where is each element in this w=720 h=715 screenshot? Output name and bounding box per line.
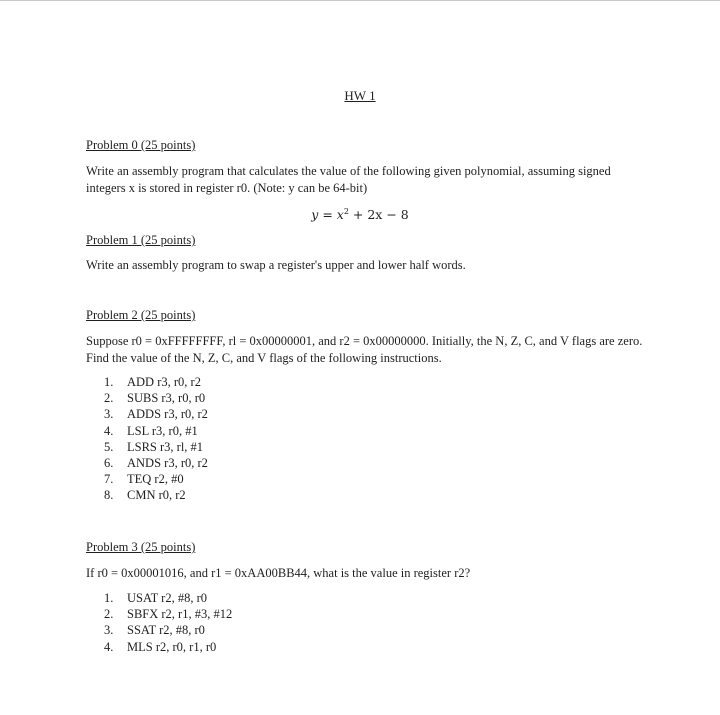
problem-3-heading: Problem 3 (25 points) (86, 540, 196, 554)
instruction-number: 8. (104, 488, 114, 503)
instruction-number: 5. (104, 439, 114, 454)
problem-3-instruction-list (104, 590, 232, 655)
instruction-text: TEQ r2, #0 (127, 472, 184, 487)
polynomial-equation (0, 207, 720, 222)
instruction-text: SSAT r2, #8, r0 (127, 623, 205, 638)
instruction-item (104, 406, 208, 422)
instruction-number: 1. (104, 591, 114, 605)
instruction-number: 2. (104, 607, 114, 622)
instruction-number: 7. (104, 472, 114, 487)
equation-lhs: y (311, 207, 319, 222)
instruction-number: 3. (104, 623, 114, 638)
instruction-item (104, 439, 208, 455)
problem-2-instruction-list (104, 374, 208, 504)
instruction-item (104, 487, 208, 503)
instruction-text: SBFX r2, r1, #3, #12 (127, 607, 233, 622)
document-title: HW 1 (344, 88, 376, 103)
equation-x: x (336, 207, 344, 222)
instruction-text: LSL r3, r0, #1 (127, 423, 198, 438)
instruction-number: 1. (104, 375, 114, 389)
instruction-text: USAT r2, #8, r0 (127, 591, 207, 605)
instruction-number: 3. (104, 407, 114, 422)
instruction-text: ADD r3, r0, r2 (127, 375, 201, 389)
instruction-text: ADDS r3, r0, r2 (127, 407, 208, 422)
problem-2-text: Suppose r0 = 0xFFFFFFFF, rl = 0x00000001, and r2 = 0x00000000. Initially, the N, Z, C, and V flags are zero. Find the value of the N, Z, C, and V flags of the following instructions. (86, 334, 643, 365)
instruction-number: 2. (104, 391, 114, 406)
problem-0-heading: Problem 0 (25 points) (86, 138, 196, 152)
instruction-text: MLS r2, r0, r1, r0 (127, 639, 217, 654)
equation-exponent: 2 (343, 207, 349, 216)
instruction-item (104, 455, 208, 471)
instruction-text: LSRS r3, rl, #1 (127, 439, 204, 454)
instruction-item (104, 374, 208, 390)
problem-2-heading: Problem 2 (25 points) (86, 308, 196, 322)
instruction-number: 4. (104, 423, 114, 438)
instruction-number: 6. (104, 456, 114, 471)
problem-1-text: Write an assembly program to swap a register's upper and lower half words. (86, 258, 466, 272)
problem-1-heading: Problem 1 (25 points) (86, 233, 196, 247)
instruction-item (104, 390, 208, 406)
instruction-item (104, 423, 208, 439)
problem-0-text: Write an assembly program that calculates the value of the following given polynomial, assuming signed integers x is stored in register r0. (Note: y can be 64-bit) (86, 164, 611, 195)
equation-equals: = (318, 207, 337, 222)
problem-3-text: If r0 = 0x00001016, and r1 = 0xAA00BB44, what is the value in register r2? (86, 566, 471, 580)
instruction-item (104, 639, 232, 655)
instruction-item (104, 606, 232, 622)
instruction-item (104, 590, 232, 606)
instruction-text: CMN r0, r2 (127, 488, 186, 503)
instruction-text: ANDS r3, r0, r2 (127, 456, 208, 471)
instruction-text: SUBS r3, r0, r0 (127, 391, 206, 406)
instruction-number: 4. (104, 639, 114, 654)
instruction-item (104, 471, 208, 487)
instruction-item (104, 622, 232, 638)
equation-rest: + 2x − 8 (348, 207, 409, 222)
